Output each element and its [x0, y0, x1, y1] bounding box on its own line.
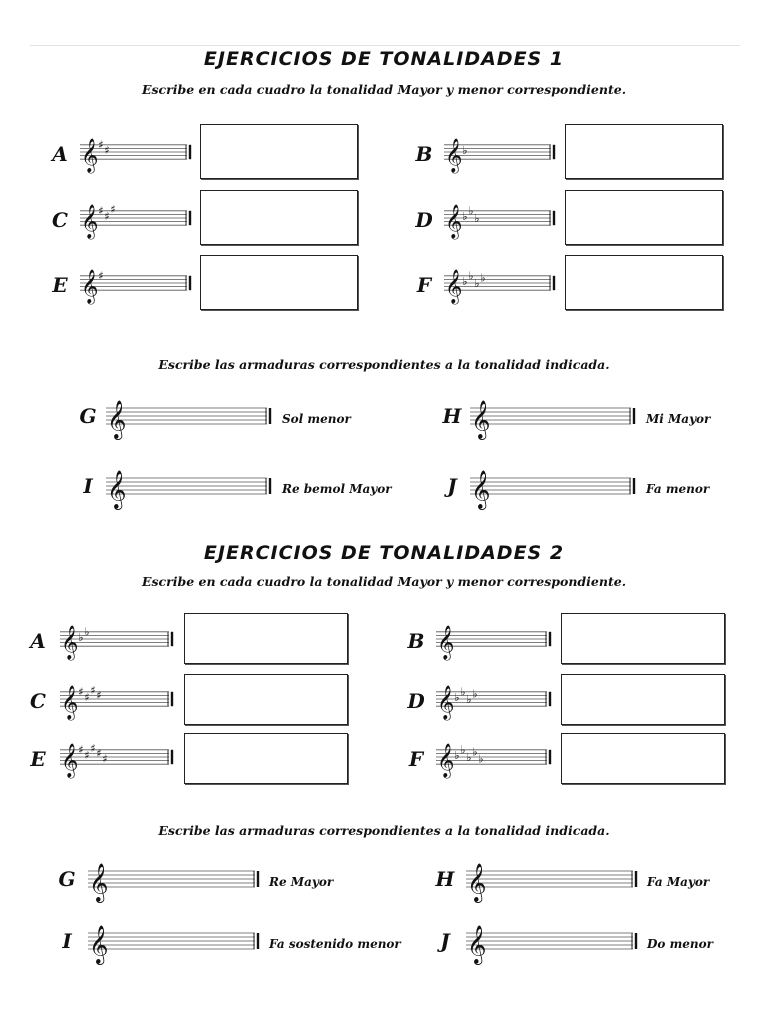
answer-box[interactable] — [565, 124, 723, 179]
key-name: Sol menor — [282, 412, 351, 426]
sharp-accidental-icon: ♯ — [104, 143, 110, 157]
exercise-letter: C — [30, 689, 46, 713]
answer-box[interactable] — [200, 124, 358, 179]
answer-box[interactable] — [200, 190, 358, 245]
treble-clef-icon: 𝄞 — [437, 742, 455, 777]
flat-accidental-icon: ♭ — [462, 143, 468, 157]
treble-clef-icon: 𝄞 — [445, 203, 463, 238]
exercise-letter: D — [407, 689, 425, 713]
treble-clef-icon: 𝄞 — [437, 624, 455, 659]
treble-clef-icon: 𝄞 — [107, 400, 127, 439]
treble-clef-icon: 𝄞 — [61, 742, 79, 777]
section2-instruction-signatures: Escribe las armaduras correspondientes a la tonalidad indicada. — [158, 823, 610, 838]
flat-accidental-icon: ♭ — [468, 269, 474, 283]
sharp-accidental-icon: ♯ — [90, 683, 96, 697]
flat-accidental-icon: ♭ — [84, 625, 90, 639]
flat-accidental-icon: ♭ — [478, 752, 484, 766]
treble-clef-icon: 𝄞 — [107, 470, 127, 509]
sharp-accidental-icon: ♯ — [90, 741, 96, 755]
key-name: Re bemol Mayor — [282, 482, 392, 496]
answer-box[interactable] — [184, 674, 348, 725]
treble-clef-icon: 𝄞 — [89, 925, 109, 964]
music-staff — [442, 265, 558, 301]
exercise-letter: F — [408, 747, 424, 771]
key-name: Do menor — [647, 937, 713, 951]
treble-clef-icon: 𝄞 — [445, 137, 463, 172]
flat-accidental-icon: ♭ — [466, 750, 472, 764]
music-staff — [58, 621, 176, 657]
exercise-letter: D — [415, 208, 433, 232]
answer-box[interactable] — [561, 733, 725, 784]
music-staff-empty[interactable] — [104, 396, 274, 439]
exercise-letter: J — [447, 474, 457, 498]
treble-clef-icon: 𝄞 — [81, 203, 99, 238]
flat-accidental-icon: ♭ — [460, 685, 466, 699]
flat-accidental-icon: ♭ — [474, 211, 480, 225]
sharp-accidental-icon: ♯ — [96, 689, 102, 703]
treble-clef-icon: 𝄞 — [81, 268, 99, 303]
top-divider — [30, 45, 740, 46]
key-name: Mi Mayor — [646, 412, 711, 426]
sharp-accidental-icon: ♯ — [110, 202, 116, 216]
music-staff-empty[interactable] — [86, 858, 262, 900]
answer-box[interactable] — [561, 674, 725, 725]
section2-title: EJERCICIOS DE TONALIDADES 2 — [203, 542, 565, 564]
exercise-letter: H — [442, 404, 462, 428]
exercise-letter: I — [83, 474, 93, 498]
exercise-letter: F — [416, 273, 432, 297]
key-name: Fa menor — [646, 482, 710, 496]
exercise-letter: B — [407, 629, 425, 653]
flat-accidental-icon: ♭ — [460, 743, 466, 757]
section2-instruction-boxes: Escribe en cada cuadro la tonalidad Mayor y menor correspondiente. — [141, 574, 627, 589]
sharp-accidental-icon: ♯ — [98, 138, 104, 152]
flat-accidental-icon: ♭ — [462, 274, 468, 288]
key-name: Re Mayor — [269, 875, 334, 889]
treble-clef-icon: 𝄞 — [467, 863, 487, 902]
exercise-letter: C — [52, 208, 68, 232]
music-staff — [434, 739, 554, 775]
music-staff-empty[interactable] — [86, 920, 262, 962]
section1-instruction-signatures: Escribe las armaduras correspondientes a la tonalidad indicada. — [158, 357, 610, 372]
answer-box[interactable] — [561, 613, 725, 664]
sharp-accidental-icon: ♯ — [96, 747, 102, 761]
music-staff — [434, 621, 554, 657]
music-staff-empty[interactable] — [464, 858, 640, 900]
exercise-letter: H — [435, 867, 455, 891]
music-staff-empty[interactable] — [468, 466, 638, 509]
exercise-letter: A — [30, 629, 46, 653]
sharp-accidental-icon: ♯ — [78, 743, 84, 757]
key-name: Fa sostenido menor — [269, 937, 401, 951]
music-staff-empty[interactable] — [104, 466, 274, 509]
answer-box[interactable] — [184, 733, 348, 784]
section1-instruction-boxes: Escribe en cada cuadro la tonalidad Mayor y menor correspondiente. — [141, 82, 627, 97]
answer-box[interactable] — [565, 190, 723, 245]
exercise-letter: A — [52, 142, 68, 166]
treble-clef-icon: 𝄞 — [471, 470, 491, 509]
section1-title: EJERCICIOS DE TONALIDADES 1 — [203, 48, 565, 70]
music-staff — [78, 265, 194, 301]
exercise-letter: I — [62, 929, 72, 953]
music-staff — [442, 200, 558, 236]
sharp-accidental-icon: ♯ — [104, 209, 110, 223]
music-staff — [78, 200, 194, 236]
flat-accidental-icon: ♭ — [468, 204, 474, 218]
music-staff — [78, 134, 194, 170]
sharp-accidental-icon: ♯ — [98, 269, 104, 283]
flat-accidental-icon: ♭ — [472, 687, 478, 701]
sharp-accidental-icon: ♯ — [84, 690, 90, 704]
music-staff-empty[interactable] — [468, 396, 638, 439]
sharp-accidental-icon: ♯ — [78, 685, 84, 699]
music-staff — [442, 134, 558, 170]
music-staff-empty[interactable] — [464, 920, 640, 962]
flat-accidental-icon: ♭ — [454, 748, 460, 762]
treble-clef-icon: 𝄞 — [445, 268, 463, 303]
treble-clef-icon: 𝄞 — [467, 925, 487, 964]
sharp-accidental-icon: ♯ — [84, 748, 90, 762]
flat-accidental-icon: ♭ — [78, 630, 84, 644]
music-staff — [434, 681, 554, 717]
key-name: Fa Mayor — [647, 875, 710, 889]
treble-clef-icon: 𝄞 — [81, 137, 99, 172]
exercise-letter: G — [58, 867, 76, 891]
treble-clef-icon: 𝄞 — [437, 684, 455, 719]
music-staff — [58, 681, 176, 717]
treble-clef-icon: 𝄞 — [61, 624, 79, 659]
answer-box[interactable] — [200, 255, 358, 310]
exercise-letter: E — [30, 747, 46, 771]
answer-box[interactable] — [184, 613, 348, 664]
flat-accidental-icon: ♭ — [454, 690, 460, 704]
exercise-letter: G — [79, 404, 97, 428]
treble-clef-icon: 𝄞 — [89, 863, 109, 902]
flat-accidental-icon: ♭ — [462, 209, 468, 223]
treble-clef-icon: 𝄞 — [471, 400, 491, 439]
sharp-accidental-icon: ♯ — [102, 752, 108, 766]
flat-accidental-icon: ♭ — [466, 692, 472, 706]
treble-clef-icon: 𝄞 — [61, 684, 79, 719]
answer-box[interactable] — [565, 255, 723, 310]
exercise-letter: J — [440, 929, 450, 953]
flat-accidental-icon: ♭ — [480, 271, 486, 285]
flat-accidental-icon: ♭ — [472, 745, 478, 759]
flat-accidental-icon: ♭ — [474, 276, 480, 290]
exercise-letter: E — [52, 273, 68, 297]
music-staff — [58, 739, 176, 775]
exercise-letter: B — [415, 142, 433, 166]
sharp-accidental-icon: ♯ — [98, 204, 104, 218]
